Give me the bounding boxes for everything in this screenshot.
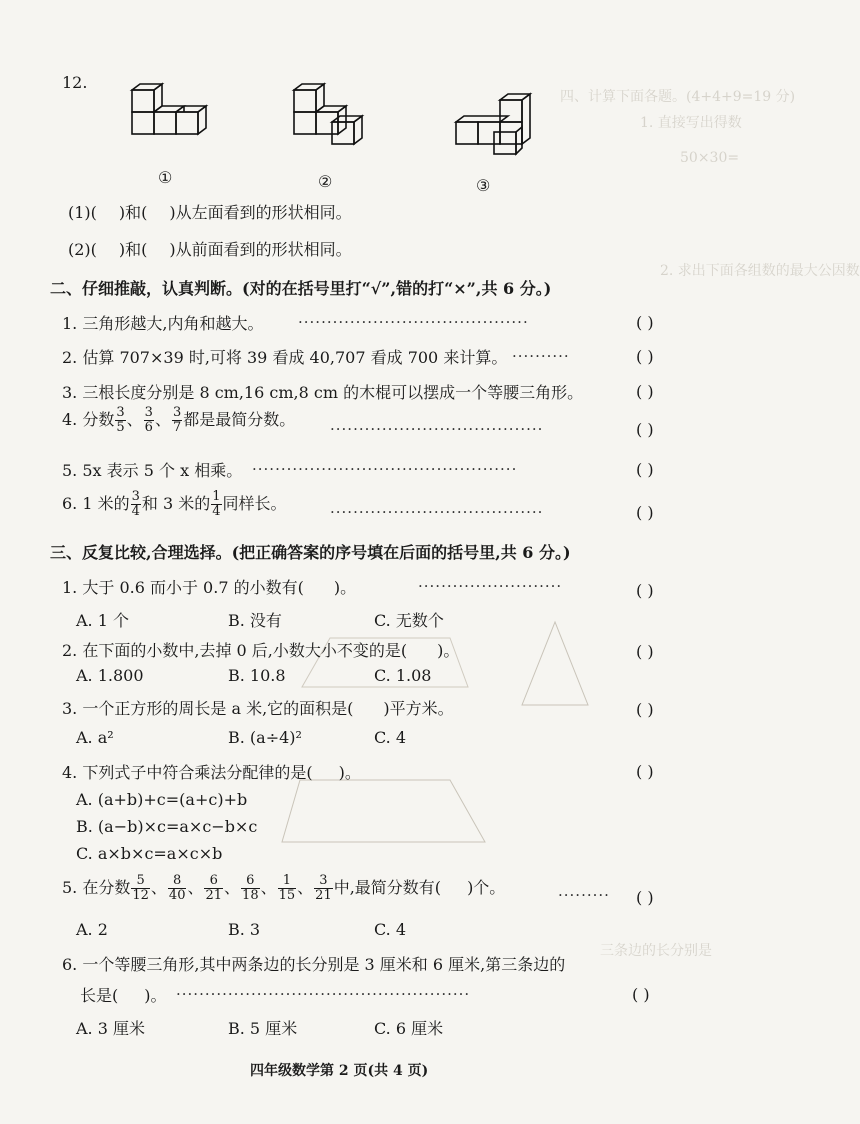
sub1-prefix: (1)(	[68, 203, 97, 222]
denominator: 7	[172, 420, 182, 435]
item6-a: 6. 1 米的	[62, 494, 130, 513]
separator: 、	[150, 878, 167, 897]
q6-option-a[interactable]: A. 3 厘米	[76, 1019, 145, 1038]
numerator: 3	[131, 489, 140, 504]
q5-option-a[interactable]: A. 2	[76, 920, 108, 939]
separator: 、	[260, 878, 277, 897]
leader-dots: ·····································	[330, 420, 544, 438]
fraction	[172, 406, 182, 435]
cube-figure-2	[290, 82, 374, 154]
stem-end: )。	[333, 578, 357, 597]
sub1-suffix: )从左面看到的形状相同。	[169, 203, 352, 222]
q2-option-c[interactable]: C. 1.08	[374, 666, 432, 685]
denominator: 12	[132, 888, 149, 903]
q12-sub2	[68, 237, 352, 260]
numerator: 1	[212, 489, 221, 504]
item4-suffix: 都是最简分数。	[183, 410, 296, 429]
numerator: 6	[204, 874, 223, 889]
section-2-title: 二、仔细推敲，认真判断。(对的在括号里打“√”,错的打“×”,共 6 分。)	[50, 279, 552, 298]
stem-end: )。	[144, 986, 167, 1005]
denominator: 6	[144, 420, 153, 435]
leader-dots: ··············································	[252, 460, 518, 478]
judge-item-4	[62, 406, 295, 435]
fraction	[115, 406, 125, 435]
choice-q1-stem	[62, 575, 356, 598]
answer-paren[interactable]: ( )	[636, 888, 654, 907]
q3-option-b[interactable]: B. (a÷4)²	[228, 728, 302, 747]
judge-item-2: 2. 估算 707×39 时,可将 39 看成 40,707 看成 700 来计算。	[62, 348, 508, 367]
q5-option-b[interactable]: B. 3	[228, 920, 261, 939]
fraction	[131, 874, 150, 903]
q4-option-b[interactable]: B. (a−b)×c=a×c−b×c	[76, 817, 258, 836]
item6-c: 同样长。	[222, 494, 287, 513]
answer-paren[interactable]: ( )	[636, 642, 654, 661]
fraction	[131, 490, 141, 519]
answer-paren[interactable]: ( )	[636, 313, 654, 332]
sub2-prefix: (2)(	[68, 240, 97, 259]
q5-suffix: 中,最简分数有(	[333, 878, 442, 897]
judge-item-3: 3. 三根长度分别是 8 cm,16 cm,8 cm 的木棍可以摆成一个等腰三角形。	[62, 383, 584, 402]
choice-q5-stem	[62, 874, 505, 903]
bleed-through-text: 四、计算下面各题。(4+4+9=19 分)	[560, 89, 796, 105]
q6-option-c[interactable]: C. 6 厘米	[374, 1019, 444, 1038]
fraction	[168, 874, 187, 903]
stem-end: )平方米。	[383, 699, 454, 718]
bleed-through-triangle	[520, 620, 590, 710]
fraction	[204, 874, 223, 903]
question-12-number: 12.	[62, 73, 88, 92]
answer-paren[interactable]: ( )	[632, 985, 650, 1004]
stem-end: )。	[437, 641, 460, 660]
answer-paren[interactable]: ( )	[636, 420, 654, 439]
numerator: 8	[168, 874, 187, 889]
fraction	[211, 490, 221, 519]
answer-paren[interactable]: ( )	[636, 700, 654, 719]
denominator: 15	[278, 888, 296, 903]
answer-paren[interactable]: ( )	[636, 347, 654, 366]
fraction	[144, 406, 154, 435]
answer-paren[interactable]: ( )	[636, 503, 654, 522]
stem: 长是(	[80, 986, 119, 1005]
denominator: 5	[116, 420, 125, 435]
bleed-through-text: 1. 直接写出得数	[640, 115, 742, 131]
separator: 、	[187, 878, 204, 897]
numerator: 3	[144, 405, 153, 420]
q1-option-a[interactable]: A. 1 个	[76, 611, 129, 630]
leader-dots: ········································	[298, 313, 529, 331]
q5-option-c[interactable]: C. 4	[374, 920, 407, 939]
numerator: 5	[131, 874, 150, 889]
answer-paren[interactable]: ( )	[636, 460, 654, 479]
denominator: 4	[131, 504, 140, 519]
leader-dots: ···················································	[176, 985, 471, 1003]
q2-option-a[interactable]: A. 1.800	[76, 666, 144, 685]
denominator: 18	[242, 888, 259, 903]
stem-end: )。	[338, 763, 361, 782]
stem: 2. 在下面的小数中,去掉 0 后,小数大小不变的是(	[62, 641, 408, 660]
q1-option-b[interactable]: B. 没有	[228, 611, 282, 630]
item4-prefix: 4. 分数	[62, 410, 115, 429]
choice-q6-line2	[80, 983, 167, 1006]
q6-option-b[interactable]: B. 5 厘米	[228, 1019, 298, 1038]
denominator: 40	[168, 888, 186, 903]
item6-b: 和 3 米的	[141, 494, 211, 513]
sub1-mid: )和(	[118, 203, 148, 222]
numerator: 6	[241, 874, 260, 889]
bleed-through-text: 2. 求出下面各组数的最大公因数	[660, 263, 860, 279]
leader-dots: ·········	[558, 886, 610, 904]
section-3-title: 三、反复比较,合理选择。(把正确答案的序号填在后面的括号里,共 6 分。)	[50, 543, 571, 562]
stem: 1. 大于 0.6 而小于 0.7 的小数有(	[62, 578, 304, 597]
separator: 、	[154, 410, 171, 429]
leader-dots: ·····································	[330, 503, 544, 521]
bleed-through-text: 50×30=	[680, 150, 740, 166]
numerator: 1	[278, 874, 297, 889]
denominator: 21	[205, 888, 223, 903]
cube-figure-3	[452, 92, 544, 164]
choice-q3-stem	[62, 696, 454, 719]
numerator: 3	[172, 405, 182, 420]
answer-paren[interactable]: ( )	[636, 581, 654, 600]
stem: 3. 一个正方形的周长是 a 米,它的面积是(	[62, 699, 354, 718]
answer-paren[interactable]: ( )	[636, 762, 654, 781]
separator: 、	[126, 410, 143, 429]
denominator: 4	[212, 504, 221, 519]
fraction	[241, 874, 260, 903]
q3-option-c[interactable]: C. 4	[374, 728, 407, 747]
choice-q2-stem	[62, 638, 459, 661]
bleed-through-trapezoid	[280, 776, 490, 846]
separator: 、	[297, 878, 314, 897]
q3-option-a[interactable]: A. a²	[76, 728, 114, 747]
numerator: 3	[116, 405, 125, 420]
judge-item-1: 1. 三角形越大,内角和越大。	[62, 314, 264, 333]
bleed-through-text: 三条边的长分别是	[600, 943, 712, 959]
denominator: 21	[315, 888, 332, 903]
separator: 、	[224, 878, 241, 897]
numerator: 3	[314, 874, 333, 889]
fraction	[278, 874, 297, 903]
sub2-mid: )和(	[118, 240, 148, 259]
answer-paren[interactable]: ( )	[636, 382, 654, 401]
q5-prefix: 5. 在分数	[62, 878, 131, 897]
judge-item-6	[62, 490, 287, 519]
choice-q6-line1: 6. 一个等腰三角形,其中两条边的长分别是 3 厘米和 6 厘米,第三条边的	[62, 955, 566, 974]
leader-dots: ··········	[512, 347, 570, 365]
cube-figure-1	[128, 82, 220, 144]
q1-option-c[interactable]: C. 无数个	[374, 611, 444, 630]
leader-dots: ·························	[418, 577, 563, 595]
sub2-suffix: )从前面看到的形状相同。	[169, 240, 352, 259]
stem: 4. 下列式子中符合乘法分配律的是(	[62, 763, 313, 782]
choice-q4-stem	[62, 760, 361, 783]
fraction	[314, 874, 333, 903]
figure-3-label: ③	[476, 176, 491, 195]
q4-option-a[interactable]: A. (a+b)+c=(a+c)+b	[76, 790, 248, 809]
q5-suffix-end: )个。	[467, 878, 506, 897]
figure-2-label: ②	[318, 172, 333, 191]
figure-1-label: ①	[158, 168, 173, 187]
q2-option-b[interactable]: B. 10.8	[228, 666, 286, 685]
q12-sub1	[68, 200, 352, 223]
q4-option-c[interactable]: C. a×b×c=a×c×b	[76, 844, 223, 863]
judge-item-5: 5. 5x 表示 5 个 x 相乘。	[62, 461, 243, 480]
page-footer: 四年级数学第 2 页(共 4 页)	[250, 1063, 429, 1079]
